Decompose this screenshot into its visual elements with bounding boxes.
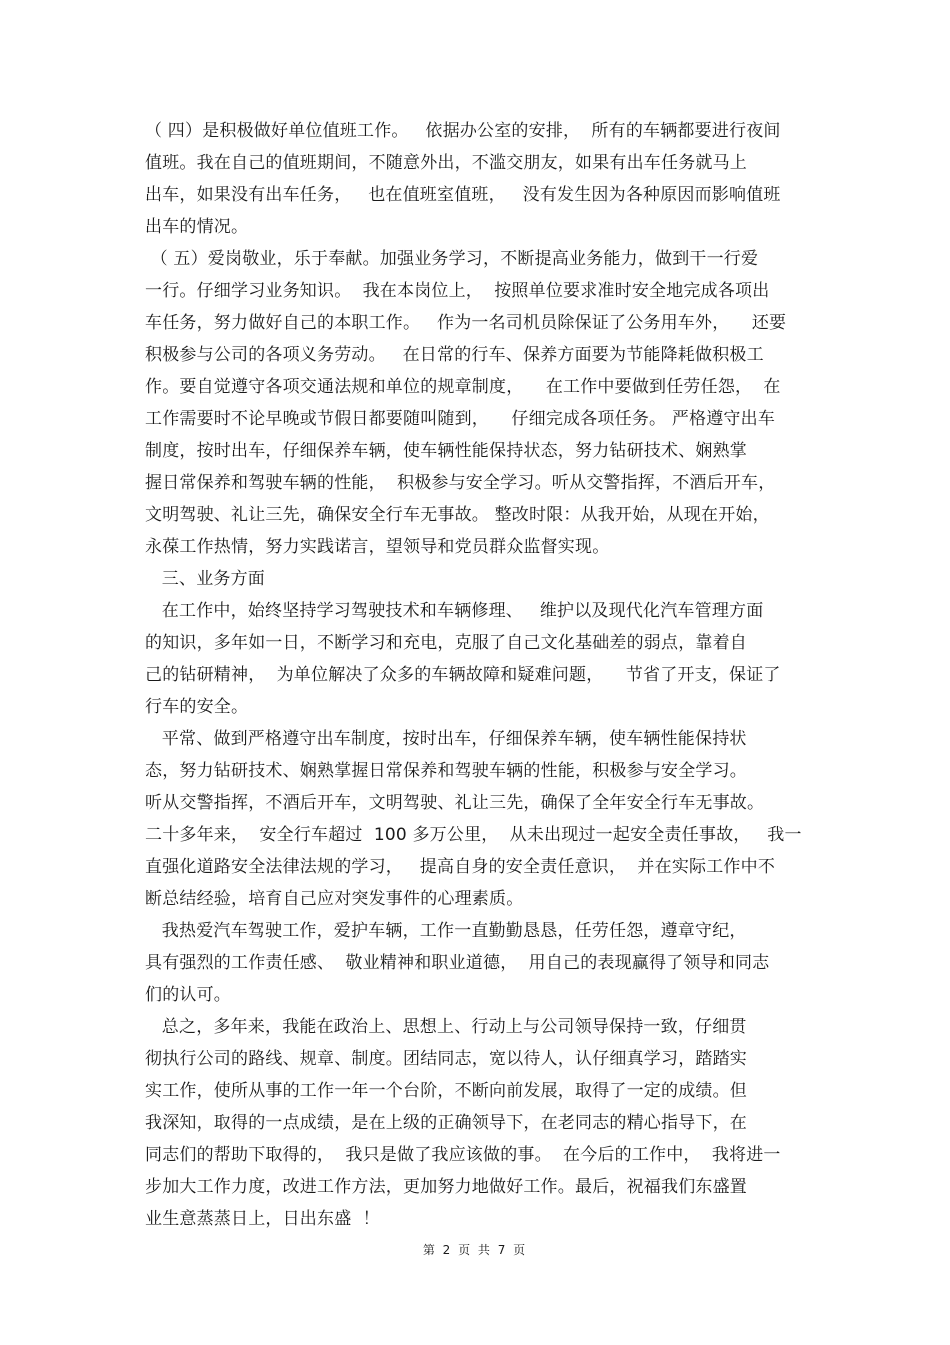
text-line: 握日常保养和驾驶车辆的性能， 积极参与安全学习。听从交警指挥，不酒后开车， <box>145 473 776 493</box>
text-line: 总之，多年来，我能在政治上、思想上、行动上与公司领导保持一致，仔细贯 <box>145 1017 747 1037</box>
text-line: 实工作，使所从事的工作一年一个台阶，不断向前发展，取得了一定的成绩。但 <box>145 1081 747 1101</box>
text-line: 断总结经验，培育自己应对突发事件的心理素质。 <box>145 889 524 909</box>
text-line: 文明驾驶、礼让三先，确保安全行车无事故。 整改时限：从我开始，从现在开始， <box>145 505 770 525</box>
text-line: 己的钻研精神， 为单位解决了众多的车辆故障和疑难问题， 节省了开支，保证了 <box>145 665 781 685</box>
text-line: 态，努力钻研技术、娴熟掌握日常保养和驾驶车辆的性能，积极参与安全学习。 <box>145 761 747 781</box>
text-line: 出车，如果没有出车任务， 也在值班室值班， 没有发生因为各种原因而影响值班 <box>145 185 781 205</box>
text-line: 们的认可。 <box>145 985 231 1005</box>
text-line: 我深知，取得的一点成绩，是在上级的正确领导下，在老同志的精心指导下，在 <box>145 1113 747 1133</box>
text-line: 我热爱汽车驾驶工作，爱护车辆，工作一直勤勤恳恳，任劳任怨，遵章守纪， <box>145 921 747 941</box>
text-line: 在工作中，始终坚持学习驾驶技术和车辆修理、 维护以及现代化汽车管理方面 <box>145 601 764 621</box>
text-line: 制度，按时出车，仔细保养车辆，使车辆性能保持状态，努力钻研技术、娴熟掌 <box>145 441 747 461</box>
text-line: 永葆工作热情，努力实践诺言，望领导和党员群众监督实现。 <box>145 537 610 557</box>
page-number-footer: 第 2 页 共 7 页 <box>422 1243 528 1257</box>
text-line: 彻执行公司的路线、规章、制度。团结同志，宽以待人，认仔细真学习，踏踏实 <box>145 1049 747 1069</box>
text-line: 直强化道路安全法律法规的学习， 提高自身的安全责任意识， 并在实际工作中不 <box>145 857 776 877</box>
text-line: 积极参与公司的各项义务劳动。 在日常的行车、保养方面要为节能降耗做积极工 <box>145 345 764 365</box>
text-line: （ 四）是积极做好单位值班工作。 依据办公室的安排， 所有的车辆都要进行夜间 <box>145 121 781 141</box>
text-line: 三、业务方面 <box>145 569 266 589</box>
text-line: 平常、做到严格遵守出车制度，按时出车，仔细保养车辆，使车辆性能保持状 <box>145 729 747 749</box>
text-line: 同志们的帮助下取得的， 我只是做了我应该做的事。 在今后的工作中， 我将进一 <box>145 1145 781 1165</box>
text-line: 工作需要时不论早晚或节假日都要随叫随到， 仔细完成各项任务。 严格遵守出车 <box>145 409 776 429</box>
text-line: 具有强烈的工作责任感、 敬业精神和职业道德， 用自己的表现赢得了领导和同志 <box>145 953 770 973</box>
text-line: 听从交警指挥，不酒后开车，文明驾驶、礼让三先，确保了全年安全行车无事故。 <box>145 793 765 813</box>
text-line: 出车的情况。 <box>145 217 249 237</box>
text-line: 作。要自觉遵守各项交通法规和单位的规章制度， 在工作中要做到任劳任怨， 在 <box>145 377 781 397</box>
text-line: 业生意蒸蒸日上，日出东盛 ！ <box>145 1209 380 1229</box>
text-line: 行车的安全。 <box>145 697 249 717</box>
text-line: 步加大工作力度，改进工作方法，更加努力地做好工作。最后，祝福我们东盛置 <box>145 1177 747 1197</box>
text-line: 的知识，多年如一日，不断学习和充电，克服了自己文化基础差的弱点，靠着自 <box>145 633 747 653</box>
text-line: 一行。仔细学习业务知识。 我在本岗位上， 按照单位要求准时安全地完成各项出 <box>145 281 770 301</box>
text-line: （ 五）爱岗敬业，乐于奉献。加强业务学习，不断提高业务能力，做到干一行爱 <box>145 249 759 269</box>
text-line: 值班。我在自己的值班期间，不随意外出，不滥交朋友，如果有出车任务就马上 <box>145 153 747 173</box>
text-line: 车任务，努力做好自己的本职工作。 作为一名司机员除保证了公务用车外， 还要 <box>145 313 787 333</box>
text-line: 二十多年来， 安全行车超过 100 多万公里， 从未出现过一起安全责任事故， 我一 <box>145 825 802 845</box>
